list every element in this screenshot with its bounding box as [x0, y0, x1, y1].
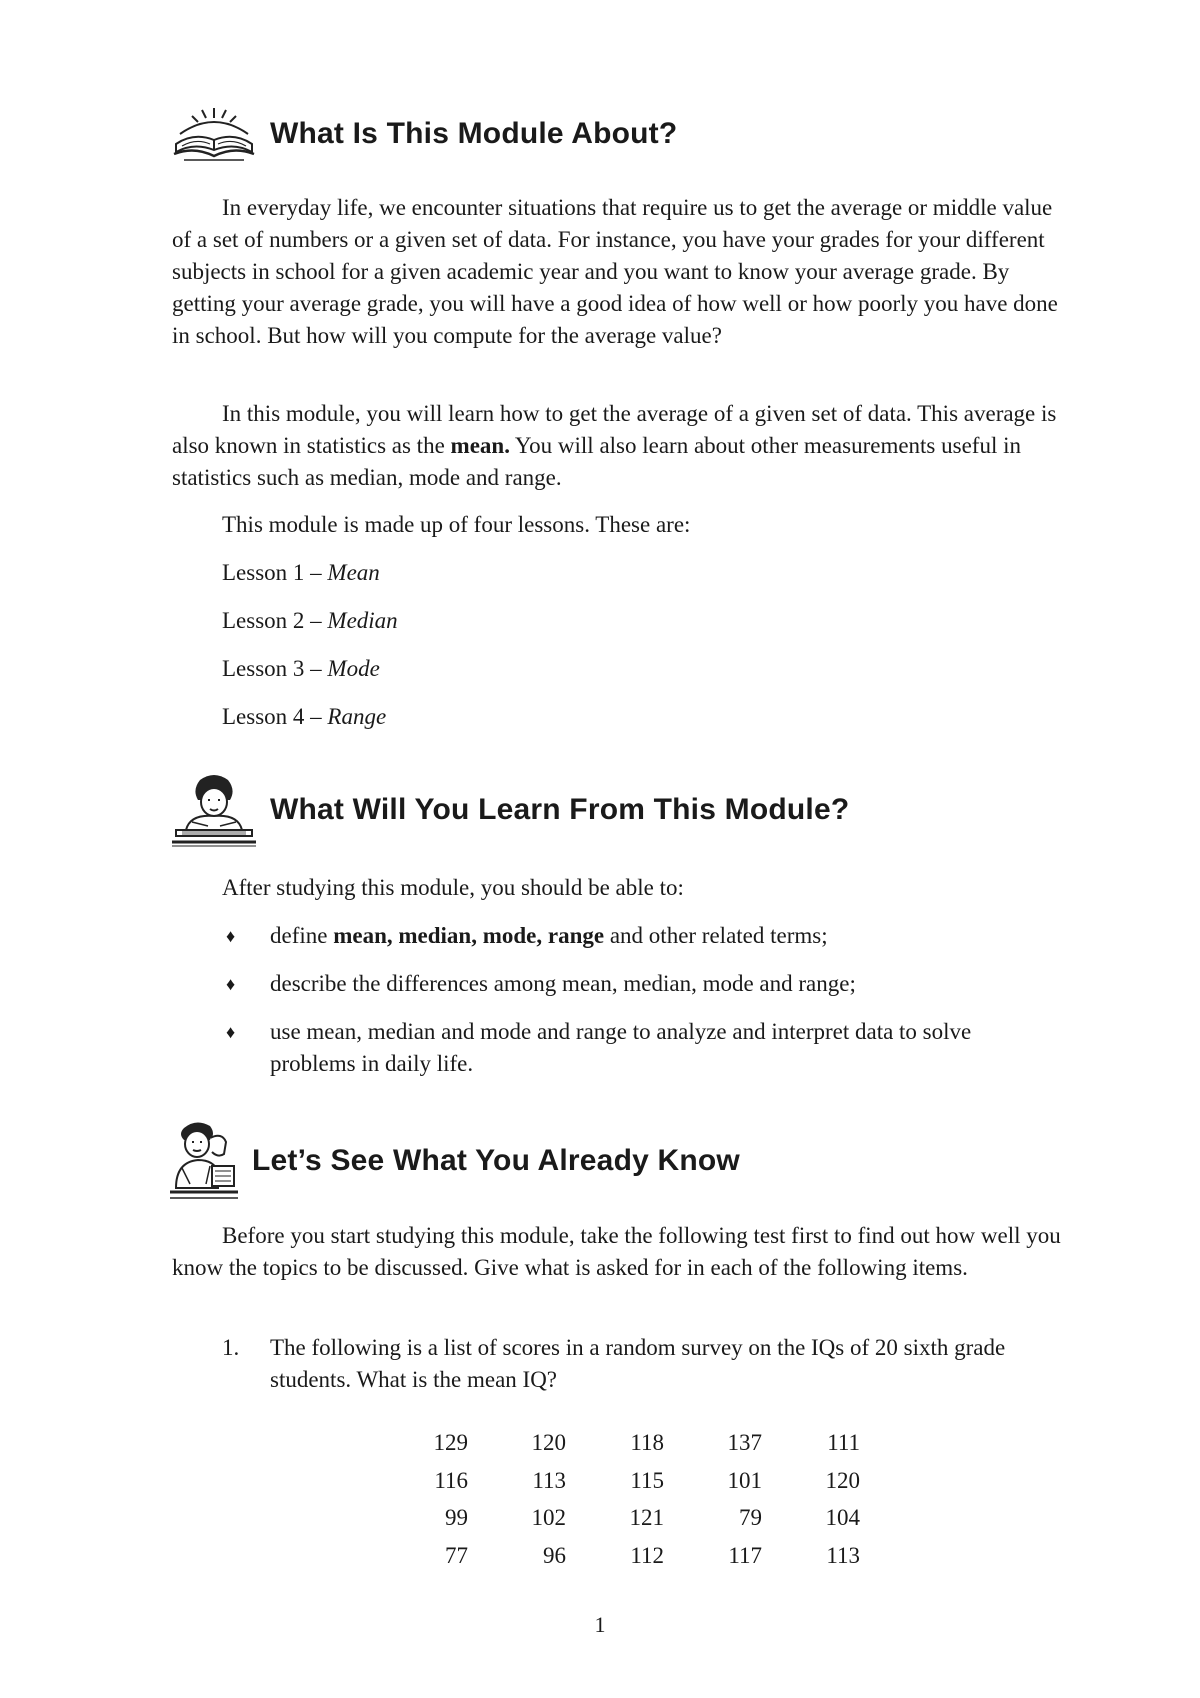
objectives-intro: After studying this module, you should be able to:: [222, 875, 684, 900]
iq-scores-table: [370, 1424, 860, 1574]
paragraph-mean-text-1: In this module, you will learn how to get the average of a given set of data. This average is also known in statistics as the: [172, 401, 1057, 458]
objective-text: use mean, median and mode and range to analyze and interpret data to solve problems in daily life.: [270, 1019, 972, 1076]
score-cell: 137: [727, 1430, 762, 1455]
score-cell: 99: [445, 1505, 468, 1530]
page-number: 1: [594, 1612, 606, 1637]
lessons-intro: This module is made up of four lessons. These are:: [222, 512, 691, 537]
score-cell: 117: [728, 1542, 762, 1568]
section-title: What Is This Module About?: [270, 117, 678, 150]
lesson-name: Range: [327, 704, 387, 729]
score-cell: 121: [629, 1505, 664, 1530]
diamond-bullet-icon: ♦: [226, 926, 236, 946]
lesson-item: [222, 557, 380, 589]
score-cell: 120: [531, 1430, 566, 1455]
objective-text-1: define: [270, 923, 328, 948]
section-title: Let’s See What You Already Know: [252, 1144, 740, 1177]
lesson-label: Lesson 1 –: [222, 560, 322, 585]
objective-terms: mean, median, mode, range: [333, 923, 605, 948]
table-row: [370, 1499, 860, 1537]
score-cell: 120: [825, 1467, 860, 1493]
open-book-icon: [170, 104, 258, 164]
section-heading-module-about: [170, 104, 677, 164]
score-cell: 96: [543, 1542, 566, 1568]
lesson-label: Lesson 4 –: [222, 704, 322, 729]
score-cell: 104: [825, 1505, 860, 1530]
table-row: [370, 1537, 860, 1575]
lesson-item: [222, 701, 386, 733]
score-cell: 113: [826, 1542, 860, 1568]
paragraph-mean: [172, 398, 1062, 494]
score-cell: 115: [630, 1467, 664, 1493]
table-row: [370, 1462, 860, 1500]
question-number: 1.: [222, 1335, 240, 1360]
pretest-intro: Before you start studying this module, take the following test first to find out how well you know the topics to be discussed. Give what is asked for in each of the following items.: [172, 1223, 1061, 1280]
section-title: What Will You Learn From This Module?: [270, 793, 850, 826]
section-heading-already-know: [170, 1118, 740, 1204]
score-cell: 112: [630, 1542, 664, 1568]
lesson-item: [222, 653, 380, 685]
mean-term: mean.: [450, 433, 510, 458]
objective-text-2: and other related terms;: [609, 923, 828, 948]
objective-item: [222, 920, 1062, 952]
paragraph-mean-text-2: You will also learn about other measurements useful in statistics such as median, mode and range.: [172, 433, 1021, 490]
score-cell: 129: [433, 1430, 468, 1455]
lesson-item: [222, 605, 398, 637]
score-cell: 116: [434, 1467, 468, 1493]
question-text: The following is a list of scores in a random survey on the IQs of 20 sixth grade students. What is the mean IQ?: [270, 1335, 1006, 1392]
lesson-label: Lesson 3 –: [222, 656, 322, 681]
score-cell: 102: [531, 1505, 566, 1530]
diamond-bullet-icon: ♦: [226, 974, 236, 994]
lesson-name: Median: [327, 608, 398, 633]
score-cell: 113: [532, 1467, 566, 1493]
lesson-name: Mean: [327, 560, 380, 585]
score-cell: 101: [727, 1467, 762, 1493]
score-cell: 118: [630, 1430, 664, 1455]
objectives-list: [222, 920, 1062, 1096]
score-cell: 77: [445, 1542, 468, 1568]
objective-item: [222, 968, 1062, 1000]
lesson-name: Mode: [327, 656, 380, 681]
paragraph-intro: In everyday life, we encounter situations that require us to get the average or middle value of a set of numbers or a given set of data. For instance, you have your grades for your different subjects in school for a given academic year and you want to know your average grade. By getting your average grade, you will have a good idea of how well or how poorly you have done in school. But how will you compute for the average value?: [172, 195, 1058, 348]
section-heading-what-you-learn: [170, 772, 849, 848]
table-row: [370, 1424, 860, 1462]
question-item: [222, 1332, 1062, 1396]
diamond-bullet-icon: ♦: [226, 1022, 236, 1042]
thinking-student-icon: [170, 1118, 240, 1204]
objective-item: [222, 1016, 1062, 1080]
objective-text: describe the differences among mean, median, mode and range;: [270, 971, 856, 996]
reading-student-icon: [170, 772, 258, 848]
lesson-label: Lesson 2 –: [222, 608, 322, 633]
score-cell: 111: [827, 1430, 860, 1455]
score-cell: 79: [739, 1505, 762, 1530]
